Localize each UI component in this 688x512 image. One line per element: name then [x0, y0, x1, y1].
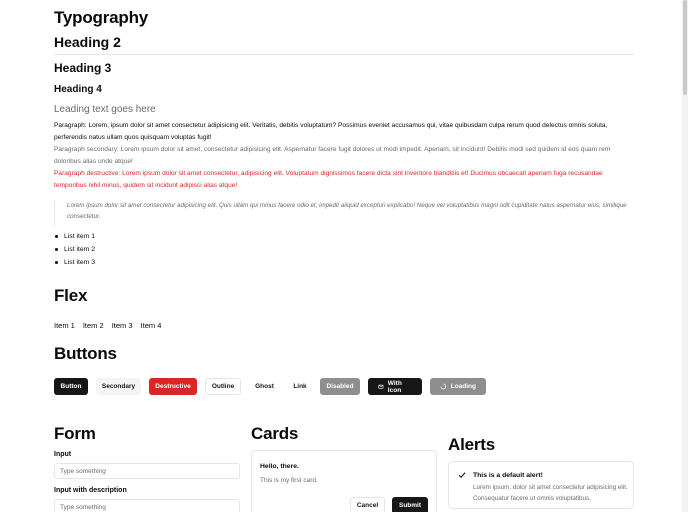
- card: [251, 450, 437, 512]
- buttons-title: Buttons: [54, 344, 117, 363]
- button-row: [54, 378, 486, 395]
- secondary-button[interactable]: Secondary: [96, 378, 141, 395]
- mail-icon: [378, 383, 384, 390]
- with-icon-label: With Icon: [387, 379, 402, 394]
- heading-3: Heading 3: [54, 61, 112, 75]
- form-title: Form: [54, 424, 96, 443]
- paragraph: Paragraph: Lorem, ipsum dolor sit amet consectetur adipisicing elit. Veritatis, debitis voluptatum? Possimus eveniet accusamus qui, vitae quibusdam culpa rerum quod delectus omnis soluta, perferendis natus ullam quos quisquam voluptas fugit!: [54, 122, 608, 141]
- card-description: This is my first card.: [260, 477, 318, 484]
- flex-item: Item 2: [82, 321, 104, 330]
- list-item: List item 1: [54, 230, 95, 243]
- text-input-with-description[interactable]: Type something: [54, 499, 240, 512]
- card-actions: [350, 497, 428, 512]
- bullet-list: [54, 230, 95, 269]
- link-button[interactable]: Link: [293, 383, 307, 390]
- heading-2: Heading 2: [54, 33, 634, 55]
- flex-item: Item 3: [111, 321, 133, 330]
- list-item: List item 3: [54, 256, 95, 269]
- default-button[interactable]: Button: [54, 378, 88, 395]
- list-item: List item 2: [54, 243, 95, 256]
- spinner-icon: [440, 383, 447, 390]
- paragraph-destructive: Paragraph destructive: Lorem ipsum dolor sit amet consectetur, adipisicing elit. Voluptatum dignissimos facere dicta sint inventore blanditiis et! Ducimus obcaecati aperiam fuga recusandae temporibus nihil minus, quidem sit incidunt adipisci alias atque!: [54, 170, 603, 189]
- text-input[interactable]: Type something: [54, 463, 240, 479]
- outline-button[interactable]: Outline: [205, 378, 241, 395]
- check-icon: [458, 471, 466, 479]
- cards-title: Cards: [251, 424, 299, 443]
- loading-label: Loading: [450, 383, 476, 390]
- loading-button: [430, 378, 486, 395]
- default-alert: [448, 461, 634, 509]
- ghost-button[interactable]: Ghost: [255, 383, 274, 390]
- page-scrollbar[interactable]: [682, 0, 688, 512]
- submit-button[interactable]: Submit: [392, 497, 428, 512]
- paragraph-secondary: Paragraph secondary: Lorem ipsum dolor sit amet, consectetur adipisicing elit. Aspernatur facere fugit dolores ut modi impedit. Aperiam, sit incidunt! Debitis modi sed quidem id eos quam rem doloribus alias unde atque!: [54, 146, 611, 165]
- input-label: Input: [54, 451, 72, 458]
- input-with-description-label: Input with description: [54, 487, 127, 494]
- alerts-title: Alerts: [448, 435, 495, 454]
- flex-item: Item 1: [54, 321, 75, 330]
- flex-row: [54, 321, 161, 331]
- heading-4: Heading 4: [54, 84, 102, 95]
- destructive-button[interactable]: Destructive: [149, 378, 197, 395]
- typography-title: Typography: [54, 8, 149, 27]
- disabled-button: Disabled: [320, 378, 360, 395]
- alert-description: Lorem ipsum, dolor sit amet consectetur adipisicing elit. Consequatur facere ut omnis voluptatibus.: [473, 484, 628, 502]
- card-title: Hello, there.: [260, 463, 299, 470]
- blockquote: Lorem ipsum dolor sit amet consectetur adipisicing elit. Quis ullam qui minus facere odio et, impedit aliquid excepturi explicabo! Neque vel voluptatibus magni odit cupiditate natus aspernatur eius, similique consectetur.: [54, 201, 634, 225]
- cancel-button[interactable]: Cancel: [350, 497, 385, 512]
- scrollbar-thumb[interactable]: [683, 0, 687, 95]
- flex-item: Item 4: [140, 321, 162, 330]
- flex-title: Flex: [54, 286, 88, 305]
- with-icon-button[interactable]: [368, 378, 422, 395]
- alert-title: This is a default alert!: [473, 472, 543, 479]
- lead-text: Leading text goes here: [54, 104, 156, 115]
